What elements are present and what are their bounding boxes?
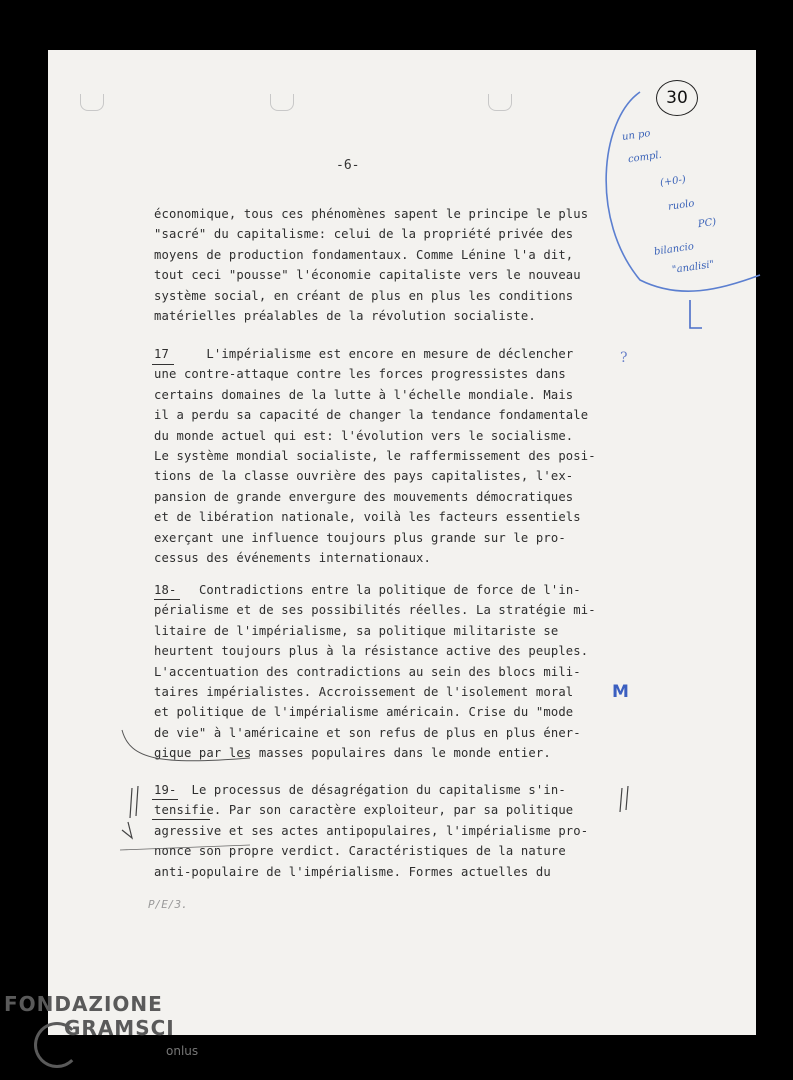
number-underline [152,364,174,365]
text-line: tions de la classe ouvrière des pays capitalistes, l'ex- [154,469,574,484]
text-line: agressive et ses actes antipopulaires, l'impérialisme pro- [154,823,589,838]
archive-code: P/E/3. [148,898,188,911]
text-line: nonce son propre verdict. Caractéristiques de la nature [154,844,566,859]
handwritten-note: bilancio [653,241,695,258]
handwritten-note: PC) [697,216,717,231]
text-line: certains domaines de la lutte à l'échelle mondiale. Mais [154,387,574,402]
text-line: et politique de l'impérialisme américain. Crise du "mode [154,705,574,720]
text-line: gique par les masses populaires dans le monde entier. [154,746,551,761]
text-line: L'accentuation des contradictions au sein des blocs mili- [154,664,581,679]
binder-clip-mark [80,94,104,111]
paragraph-17 [154,344,634,568]
margin-m-mark: M [612,682,629,702]
text-line: anti-populaire de l'impérialisme. Formes actuelles du [154,864,551,879]
text-line: taires impérialistes. Accroissement de l'isolement moral [154,685,574,700]
text-line: il a perdu sa capacité de changer la tendance fondamentale [154,408,589,423]
text-line: système social, en créant de plus en plus les conditions [154,288,574,303]
handwritten-note: (+0-) [659,174,687,189]
archive-stamp: 30 [656,80,698,116]
text-line: périalisme et de ses possibilités réelles. La stratégie mi- [154,603,596,618]
text-line: 19- Le processus de désagrégation du capitalisme s'in- [154,783,566,797]
logo-text: FONDAZIONE [4,992,163,1016]
text-line: matérielles préalables de la révolution socialiste. [154,309,536,324]
handwritten-note: compl. [627,149,663,166]
page-number: -6- [336,158,360,173]
binder-clip-mark [270,94,294,111]
logo-text: GRAMSCI [64,1016,175,1040]
text-line: 17 L'impérialisme est encore en mesure de déclencher [154,347,574,361]
text-line: économique, tous ces phénomènes sapent le principe le plus [154,207,589,221]
number-underline [154,599,180,600]
handwritten-note: ruolo [667,198,696,213]
text-line: tout ceci "pousse" l'économie capitaliste vers le nouveau [154,268,581,283]
text-line: litaire de l'impérialisme, sa politique militariste se [154,623,559,638]
paragraph-number: 18- [154,583,177,597]
text-line: exerçant une influence toujours plus grande sur le pro- [154,530,566,545]
text-line: 18- Contradictions entre la politique de force de l'in- [154,583,581,597]
paragraph-number: 17 [154,347,169,361]
text-line: heurtent toujours plus à la résistance active des peuples. [154,644,589,659]
paragraph-intro [154,204,634,326]
handwritten-note: "analisi" [671,259,715,276]
text-line: et de libération nationale, voilà les facteurs essentiels [154,510,581,525]
text-line: tensifie. Par son caractère exploiteur, par sa politique [154,803,574,818]
text-line: du monde actuel qui est: l'évolution vers le socialisme. [154,428,574,443]
handwritten-note: un po [621,128,652,143]
number-underline [152,799,178,800]
text-line: de vie" à l'américaine et son refus de plus en plus éner- [154,725,581,740]
margin-question-mark: ? [620,350,628,366]
text-line: cessus des événements internationaux. [154,551,432,566]
document-page [48,50,756,1035]
text-line: Le système mondial socialiste, le raffermissement des posi- [154,449,596,464]
text-line: moyens de production fondamentaux. Comme Lénine l'a dit, [154,247,574,262]
binder-clip-mark [488,94,512,111]
text-line: pansion de grande envergure des mouvements démocratiques [154,489,574,504]
text-line: une contre-attaque contre les forces progressistes dans [154,367,566,382]
logo-text: onlus [166,1044,199,1058]
paragraph-number: 19- [154,783,177,797]
handwritten-underline [152,819,210,820]
paragraph-19 [154,780,634,882]
fondazione-gramsci-logo [4,992,204,1072]
paragraph-18 [154,580,634,764]
text-line: "sacré" du capitalisme: celui de la propriété privée des [154,227,574,242]
